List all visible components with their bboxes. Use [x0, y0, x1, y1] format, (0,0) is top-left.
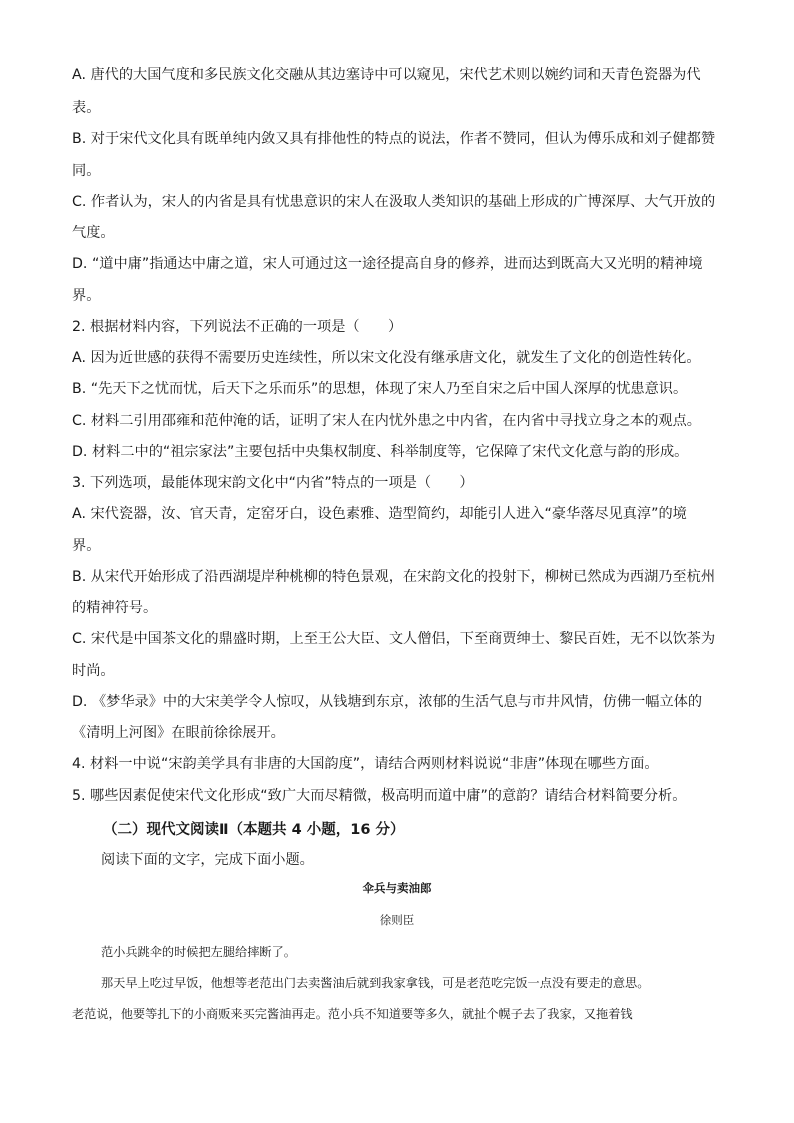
q1-option-d-line1: D. “道中庸”指通达中庸之道，宋人可通过这一途径提高自身的修养，进而达到既高大又光明的精神境	[72, 256, 703, 272]
story-paragraph-2-line2: 老范说，他要等扎下的小商贩来买完酱油再走。范小兵不知道要等多久，就扯个幌子去了我家，又拖着钱	[72, 1007, 633, 1021]
q3-option-a-line2: 界。	[72, 538, 101, 554]
q2-option-a: A. 因为近世感的获得不需要历史连续性，所以宋文化没有继承唐文化，就发生了文化的创造性转化。	[72, 350, 701, 366]
q2-option-b: B. “先天下之忧而忧，后天下之乐而乐”的思想，体现了宋人乃至自宋之后中国人深厚的忧患意识。	[72, 381, 688, 397]
q1-option-a-line2: 表。	[72, 100, 101, 116]
q1-option-b-line2: 同。	[72, 163, 101, 179]
q1-option-b-line1: B. 对于宋代文化具有既单纯内敛又具有排他性的特点的说法，作者不赞同，但认为傅乐成和刘子健都赞	[72, 131, 716, 147]
q3-option-b-line2: 的精神符号。	[72, 600, 158, 616]
q2-option-c: C. 材料二引用邵雍和范仲淹的话，证明了宋人在内忧外患之中内省，在内省中寻找立身之本的观点。	[72, 413, 701, 429]
q3-option-c-line1: C. 宋代是中国茶文化的鼎盛时期，上至王公大臣、文人僧侣，下至商贾绅士、黎民百姓，无不以饮茶为	[72, 631, 716, 647]
q1-option-d-line2: 界。	[72, 288, 101, 304]
q3-option-d-line2: 《清明上河图》在眼前徐徐展开。	[72, 725, 285, 741]
story-paragraph-2-line1: 那天早上吃过早饭，他想等老范出门去卖酱油后就到我家拿钱，可是老范吃完饭一点没有要走的意思。	[101, 976, 650, 990]
section-instruction: 阅读下面的文字，完成下面小题。	[101, 852, 314, 868]
q2-stem: 2. 根据材料内容，下列说法不正确的一项是（ ）	[72, 319, 403, 335]
story-paragraph-1: 范小兵跳伞的时候把左腿给摔断了。	[101, 945, 296, 959]
q1-option-c-line1: C. 作者认为，宋人的内省是具有忧患意识的宋人在汲取人类知识的基础上形成的广博深厚、大气开放的	[72, 194, 716, 210]
q3-option-a-line1: A. 宋代瓷器，汝、官天青，定窑牙白，设色素雅、造型简约，却能引人进入“豪华落尽见真淳”的境	[72, 506, 687, 522]
story-author: 徐则臣	[379, 913, 415, 927]
q1-option-c-line2: 气度。	[72, 225, 115, 241]
q5-question: 5. 哪些因素促使宋代文化形成“致广大而尽精微，极高明而道中庸”的意韵？请结合材料简要分析。	[72, 788, 687, 804]
q3-option-c-line2: 时尚。	[72, 663, 115, 679]
q2-option-d: D. 材料二中的“祖宗家法”主要包括中央集权制度、科举制度等，它保障了宋代文化意与韵的形成。	[72, 444, 689, 460]
section-heading: （二）现代文阅读Ⅱ（本题共 4 小题，16 分）	[103, 822, 405, 838]
story-title: 伞兵与卖油郎	[362, 881, 432, 895]
q3-option-d-line1: D. 《梦华录》中的大宋美学令人惊叹，从钱塘到东京，浓郁的生活气息与市井风情，仿佛一幅立体的	[72, 694, 703, 710]
q1-option-a-line1: A. 唐代的大国气度和多民族文化交融从其边塞诗中可以窥见，宋代艺术则以婉约词和天青色瓷器为代	[72, 67, 701, 83]
q4-question: 4. 材料一中说“宋韵美学具有非唐的大国韵度”，请结合两则材料说说“非唐”体现在哪些方面。	[72, 756, 659, 772]
q3-stem: 3. 下列选项，最能体现宋韵文化中“内省”特点的一项是（ ）	[72, 475, 474, 491]
q3-option-b-line1: B. 从宋代开始形成了沿西湖堤岸种桃柳的特色景观，在宋韵文化的投射下，柳树已然成为西湖乃至杭州	[72, 569, 716, 585]
